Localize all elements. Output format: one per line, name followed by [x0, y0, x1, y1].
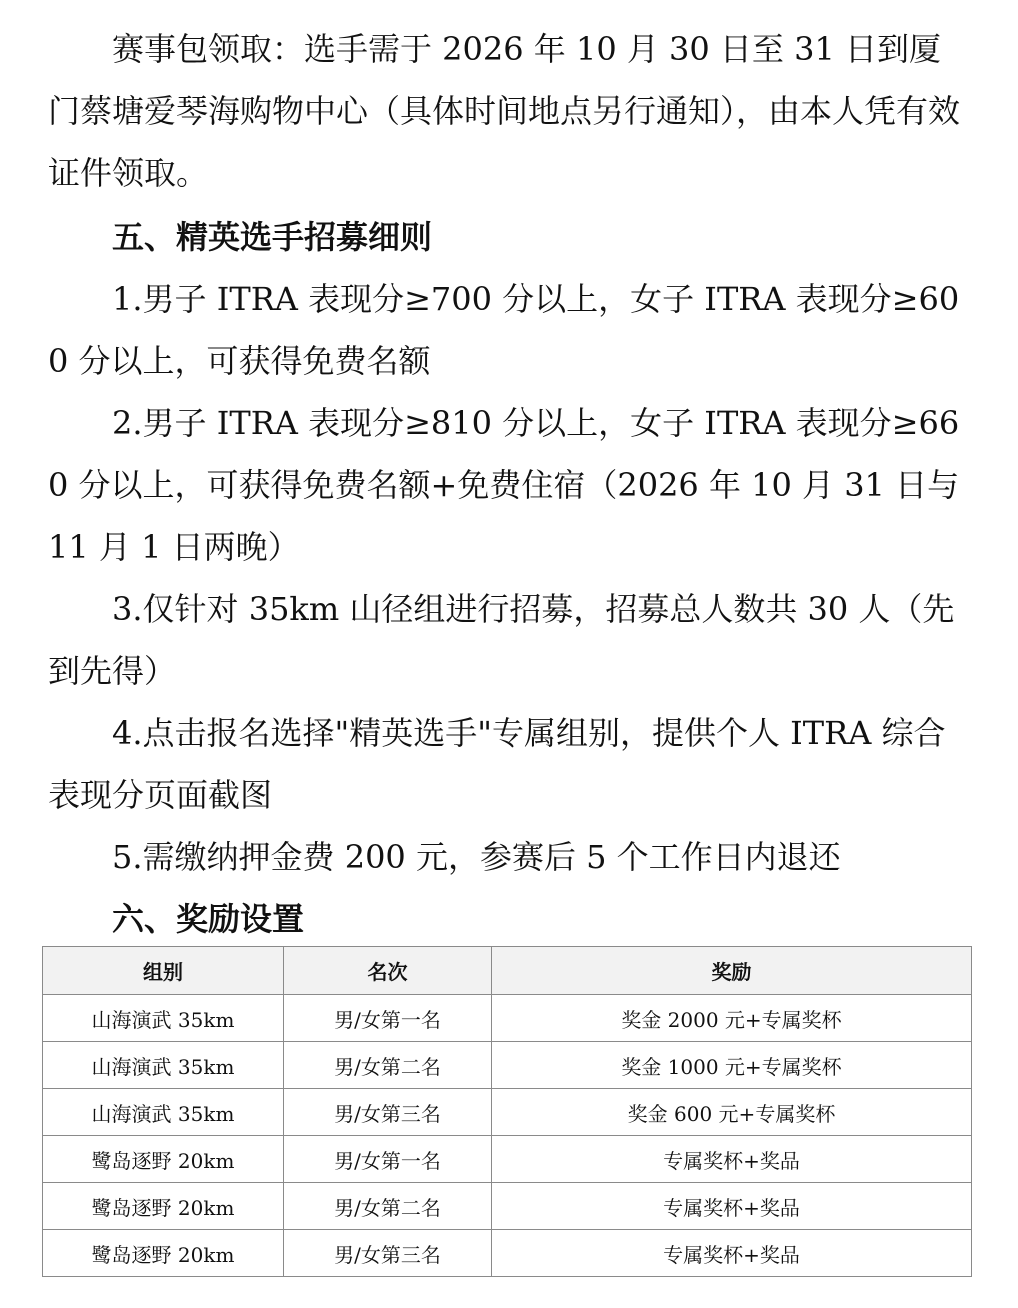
section-six-heading: 六、奖励设置 — [112, 900, 305, 938]
header-reward: 奖励 — [492, 947, 972, 995]
rule-5-paragraph: 5.需缴纳押金费 200 元，参赛后 5 个工作日内退还 — [112, 838, 841, 876]
awards-table — [42, 946, 972, 1277]
cell-reward: 专属奖杯+奖品 — [492, 1183, 972, 1230]
header-group: 组别 — [43, 947, 284, 995]
header-rank: 名次 — [284, 947, 492, 995]
cell-group: 山海演武 35km — [43, 995, 284, 1042]
cell-rank: 男/女第一名 — [284, 1136, 492, 1183]
cell-group: 鹭岛逐野 20km — [43, 1230, 284, 1277]
cell-group: 山海演武 35km — [43, 1089, 284, 1136]
cell-group: 鹭岛逐野 20km — [43, 1136, 284, 1183]
cell-reward: 奖金 2000 元+专属奖杯 — [492, 995, 972, 1042]
section-five-heading: 五、精英选手招募细则 — [112, 218, 433, 256]
rule-4-paragraph: 4.点击报名选择"精英选手"专属组别，提供个人 ITRA 综合表现分页面截图 — [48, 714, 946, 814]
table-row — [43, 1042, 972, 1089]
cell-group: 山海演武 35km — [43, 1042, 284, 1089]
cell-reward: 专属奖杯+奖品 — [492, 1136, 972, 1183]
table-header-row — [43, 947, 972, 995]
rule-3-paragraph: 3.仅针对 35km 山径组进行招募，招募总人数共 30 人（先到先得） — [48, 590, 955, 690]
table-row — [43, 1089, 972, 1136]
table-row — [43, 1136, 972, 1183]
cell-rank: 男/女第三名 — [284, 1089, 492, 1136]
table-row — [43, 995, 972, 1042]
cell-reward: 专属奖杯+奖品 — [492, 1230, 972, 1277]
rule-2-paragraph: 2.男子 ITRA 表现分≥810 分以上，女子 ITRA 表现分≥660 分以上，可获得免费名额+免费住宿（2026 年 10 月 31 日与 11 月 1 日两晚） — [48, 404, 960, 566]
cell-rank: 男/女第一名 — [284, 995, 492, 1042]
kit-pickup-paragraph: 赛事包领取：选手需于 2026 年 10 月 30 日至 31 日到厦门蔡塘爱琴海购物中心（具体时间地点另行通知），由本人凭有效证件领取。 — [48, 30, 961, 192]
cell-reward: 奖金 600 元+专属奖杯 — [492, 1089, 972, 1136]
cell-group: 鹭岛逐野 20km — [43, 1183, 284, 1230]
table-row — [43, 1183, 972, 1230]
cell-rank: 男/女第二名 — [284, 1042, 492, 1089]
table-row — [43, 1230, 972, 1277]
cell-rank: 男/女第三名 — [284, 1230, 492, 1277]
rule-1-paragraph: 1.男子 ITRA 表现分≥700 分以上，女子 ITRA 表现分≥600 分以上，可获得免费名额 — [48, 280, 960, 380]
cell-reward: 奖金 1000 元+专属奖杯 — [492, 1042, 972, 1089]
cell-rank: 男/女第二名 — [284, 1183, 492, 1230]
